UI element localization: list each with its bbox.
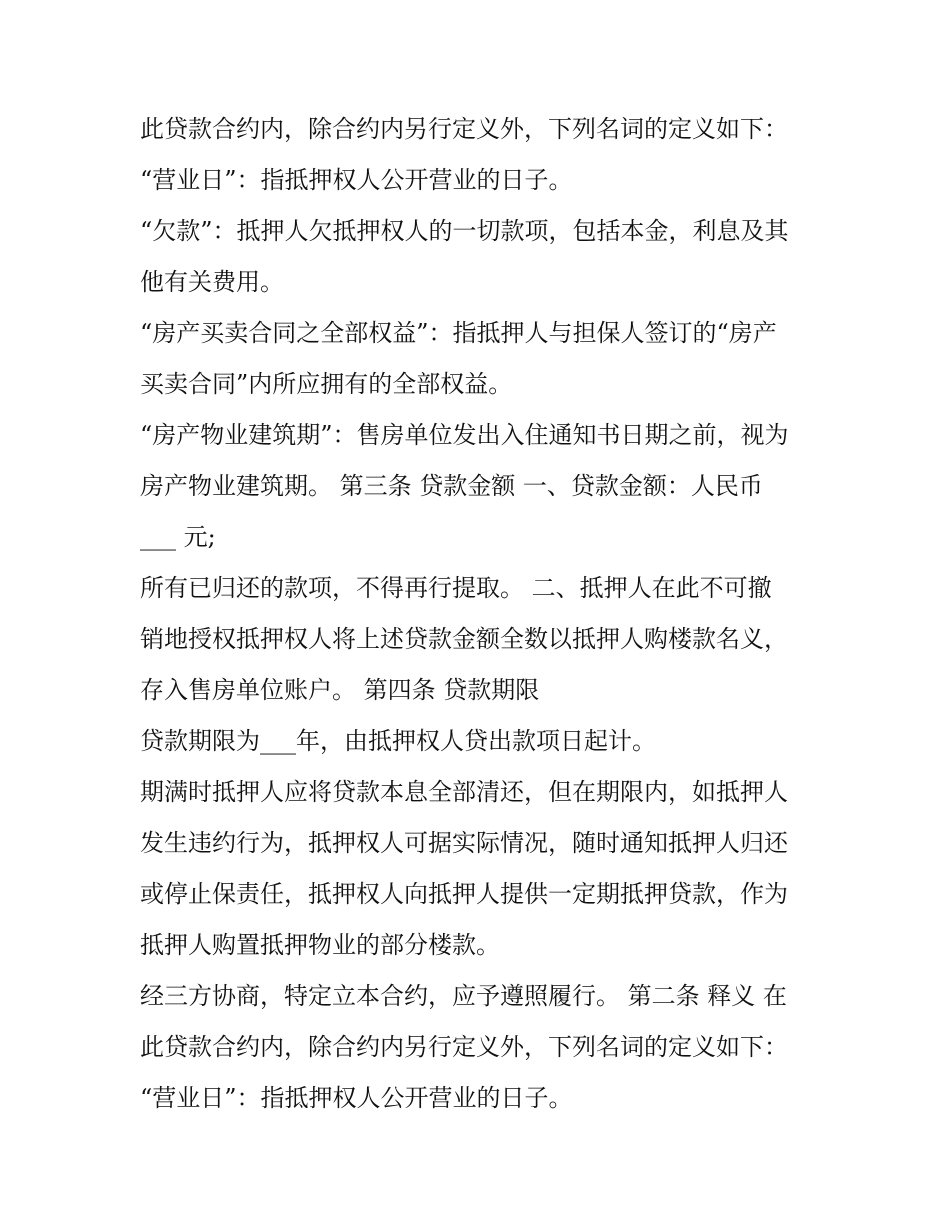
text-line: “欠款”：抵押人欠抵押权人的一切款项，包括本金，利息及其: [140, 217, 789, 245]
text-line: “房产买卖合同之全部权益”：指抵押人与担保人签订的“房产: [140, 319, 777, 347]
text-line: 或停止保责任，抵押权人向抵押人提供一定期抵押贷款，作为: [140, 880, 788, 908]
text-line: 抵押人购置抵押物业的部分楼款。: [140, 931, 500, 959]
text-line: 发生违约行为，抵押权人可据实际情况，随时通知抵押人归还: [140, 829, 788, 857]
text-line: 存入售房单位账户。 第四条 贷款期限: [140, 676, 540, 704]
text-line: 买卖合同”内所应拥有的全部权益。: [140, 370, 513, 398]
text-line: 此贷款合约内，除合约内另行定义外，下列名词的定义如下：: [140, 1033, 788, 1061]
text-line: “营业日”：指抵押权人公开营业的日子。: [140, 166, 573, 194]
text-line: 期满时抵押人应将贷款本息全部清还，但在期限内，如抵押人: [140, 778, 788, 806]
text-line: 房产物业建筑期。 第三条 贷款金额 一、贷款金额：人民币: [140, 472, 763, 500]
text-line: 经三方协商，特定立本合约，应予遵照履行。 第二条 释义 在: [140, 982, 787, 1010]
text-line: 所有已归还的款项，不得再行提取。 二、抵押人在此不可撤: [140, 574, 772, 602]
document-body: [140, 104, 830, 1124]
text-line: “营业日”：指抵押权人公开营业的日子。: [140, 1084, 573, 1112]
text-line: 贷款期限为___年，由抵押权人贷出款项日起计。: [140, 727, 656, 755]
text-line: “房产物业建筑期”：售房单位发出入住通知书日期之前，视为: [140, 421, 789, 449]
text-line: ___ 元;: [140, 523, 216, 551]
text-line: 他有关费用。: [140, 268, 284, 296]
text-line: 此贷款合约内，除合约内另行定义外，下列名词的定义如下：: [140, 115, 788, 143]
text-line: 销地授权抵押权人将上述贷款金额全数以抵押人购楼款名义，: [140, 625, 788, 653]
